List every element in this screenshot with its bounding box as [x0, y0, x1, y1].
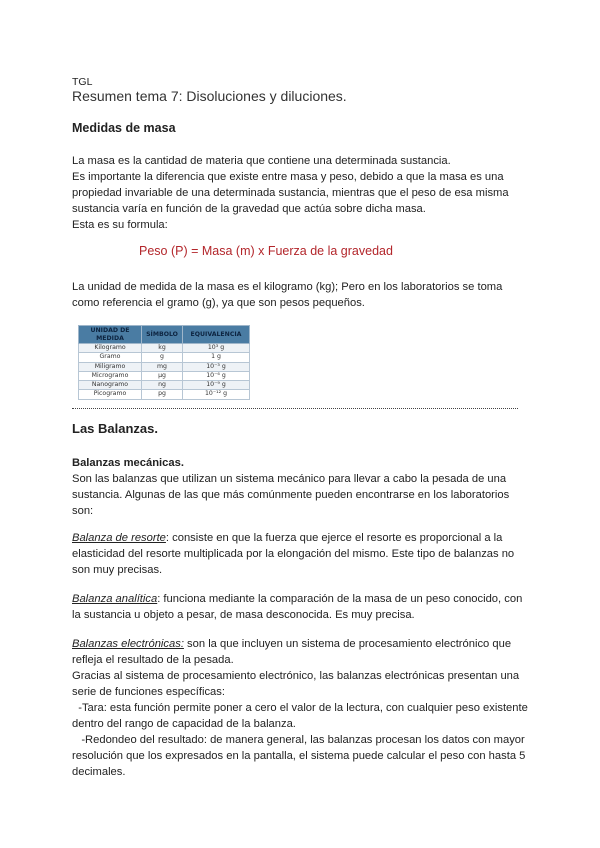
- table-row: [79, 381, 250, 390]
- table-row: [79, 390, 250, 399]
- text-line: serie de funciones específicas:: [72, 686, 225, 698]
- heading-balanzas-mecanicas: Balanzas mecánicas.: [72, 457, 184, 469]
- text-line: dentro del rango de capacidad de la balanza.: [72, 718, 296, 730]
- balanzas-intro: [72, 471, 509, 519]
- term-balanza-resorte: Balanza de resorte: [72, 532, 166, 544]
- text-line: elasticidad del resorte multiplicada por la elongación del mismo. Este tipo de balanzas no: [72, 548, 515, 560]
- table-cell: mg: [142, 362, 183, 371]
- balanza-analitica-paragraph: [72, 591, 522, 623]
- text-line: [72, 591, 522, 607]
- table-cell: 1 g: [183, 353, 250, 362]
- table-row: [79, 344, 250, 353]
- table-cell: 10³ g: [183, 344, 250, 353]
- term-balanzas-electronicas: Balanzas electrónicas:: [72, 638, 184, 650]
- text-line: -Redondeo del resultado: de manera general, las balanzas procesan los datos con mayor: [72, 734, 525, 746]
- balanza-resorte-paragraph: [72, 530, 514, 578]
- term-balanza-analitica: Balanza analítica: [72, 593, 158, 605]
- mass-units-table: [78, 325, 250, 400]
- document-title: Resumen tema 7: Disoluciones y diluciones.: [72, 88, 347, 104]
- term-definition: son la que incluyen un sistema de procesamiento electrónico que: [183, 638, 512, 650]
- text-line: La unidad de medida de la masa es el kilogramo (kg); Pero en los laboratorios se toma: [72, 281, 503, 293]
- masa-unit-text: [72, 279, 502, 311]
- masa-intro: [72, 153, 509, 233]
- text-line: como referencia el gramo (g), ya que son pesos pequeños.: [72, 297, 365, 309]
- table-cell: µg: [142, 371, 183, 380]
- table-cell: kg: [142, 344, 183, 353]
- text-line: son:: [72, 505, 94, 517]
- table-row: [79, 362, 250, 371]
- text-line: refleja el resultado de la pesada.: [72, 654, 234, 666]
- table-cell: Kilogramo: [79, 344, 142, 353]
- balanzas-electronicas-paragraph: [72, 636, 528, 780]
- table-row: [79, 353, 250, 362]
- text-line: Es importante la diferencia que existe entre masa y peso, debido a que la masa es una: [72, 171, 504, 183]
- text-line: Gracias al sistema de procesamiento electrónico, las balanzas electrónicas presentan una: [72, 670, 520, 682]
- column-header: EQUIVALENCIA: [183, 326, 250, 344]
- section-divider: [72, 408, 518, 409]
- table-header-row: [79, 326, 250, 344]
- table-cell: Gramo: [79, 353, 142, 362]
- text-line: son muy precisas.: [72, 564, 163, 576]
- weight-formula: Peso (P) = Masa (m) x Fuerza de la gravedad: [139, 244, 393, 258]
- text-line: Son las balanzas que utilizan un sistema mecánico para llevar a cabo la pesada de una: [72, 473, 507, 485]
- column-header: SÍMBOLO: [142, 326, 183, 344]
- text-line: sustancia varía en función de la gravedad que actúa sobre dicha masa.: [72, 203, 426, 215]
- text-line: la sustancia u objeto a pesar, de masa desconocida. Es muy precisa.: [72, 609, 415, 621]
- table-cell: 10⁻⁹ g: [183, 381, 250, 390]
- text-line: sustancia. Algunas de las que más comúnmente pueden encontrarse en los laboratorios: [72, 489, 510, 501]
- course-label: TGL: [72, 76, 93, 88]
- table-cell: 10⁻⁶ g: [183, 371, 250, 380]
- text-line: propiedad invariable de una determinada sustancia, mientras que el peso de esa misma: [72, 187, 509, 199]
- heading-medidas-de-masa: Medidas de masa: [72, 121, 176, 135]
- text-line: decimales.: [72, 766, 126, 778]
- table-cell: 10⁻³ g: [183, 362, 250, 371]
- table-cell: Miligramo: [79, 362, 142, 371]
- table-cell: Microgramo: [79, 371, 142, 380]
- text-line: [72, 636, 528, 652]
- text-line: Esta es su formula:: [72, 219, 168, 231]
- table-cell: ng: [142, 381, 183, 390]
- column-header: UNIDAD DE MEDIDA: [79, 326, 142, 344]
- heading-las-balanzas: Las Balanzas.: [72, 421, 158, 436]
- table-cell: Picogramo: [79, 390, 142, 399]
- text-line: [72, 530, 514, 546]
- table-row: [79, 371, 250, 380]
- term-definition: : consiste en que la fuerza que ejerce el resorte es proporcional a la: [165, 532, 503, 544]
- table-cell: pg: [142, 390, 183, 399]
- text-line: La masa es la cantidad de materia que contiene una determinada sustancia.: [72, 155, 451, 167]
- text-line: resolución que los expresados en la pantalla, el sistema puede calcular el peso con hasta 5: [72, 750, 526, 762]
- table-cell: Nanogramo: [79, 381, 142, 390]
- table-cell: 10⁻¹² g: [183, 390, 250, 399]
- table-cell: g: [142, 353, 183, 362]
- term-definition: : funciona mediante la comparación de la masa de un peso conocido, con: [157, 593, 523, 605]
- text-line: -Tara: esta función permite poner a cero el valor de la lectura, con cualquier peso existente: [72, 702, 528, 714]
